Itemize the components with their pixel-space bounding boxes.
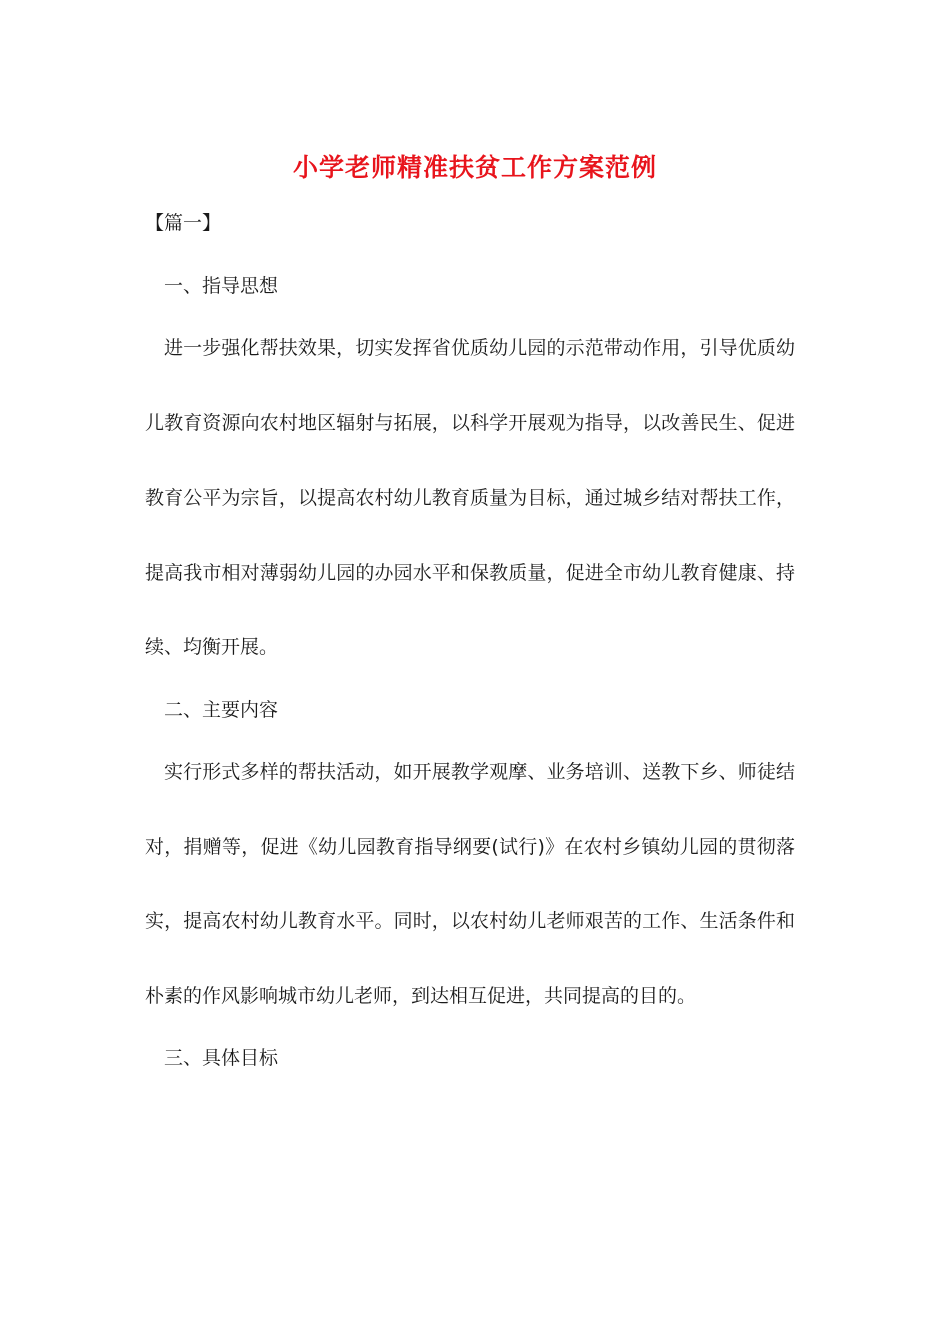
heading-main-content: 二、主要内容 [164,699,279,721]
paragraph-line: 对，捐赠等，促进《幼儿园教育指导纲要(试行)》在农村乡镇幼儿园的贯彻落 [145,836,795,858]
section-label: 【篇一】 [145,212,222,234]
paragraph-line: 教育公平为宗旨，以提高农村幼儿教育质量为目标，通过城乡结对帮扶工作， [145,487,795,509]
heading-specific-goals: 三、具体目标 [164,1047,279,1069]
paragraph-line: 儿教育资源向农村地区辐射与拓展，以科学开展观为指导，以改善民生、促进 [145,412,795,434]
paragraph-line: 实，提高农村幼儿教育水平。同时，以农村幼儿老师艰苦的工作、生活条件和 [145,910,795,932]
paragraph-line: 续、均衡开展。 [145,636,279,658]
paragraph-line: 提高我市相对薄弱幼儿园的办园水平和保教质量，促进全市幼儿教育健康、持 [145,562,795,584]
paragraph-line: 实行形式多样的帮扶活动，如开展教学观摩、业务培训、送教下乡、师徒结 [164,761,795,783]
paragraph-line: 进一步强化帮扶效果，切实发挥省优质幼儿园的示范带动作用，引导优质幼 [164,337,795,359]
heading-guiding-ideology: 一、指导思想 [164,275,279,297]
paragraph-line: 朴素的作风影响城市幼儿老师，到达相互促进，共同提高的目的。 [145,985,697,1007]
document-title: 小学老师精准扶贫工作方案范例 [292,153,657,182]
